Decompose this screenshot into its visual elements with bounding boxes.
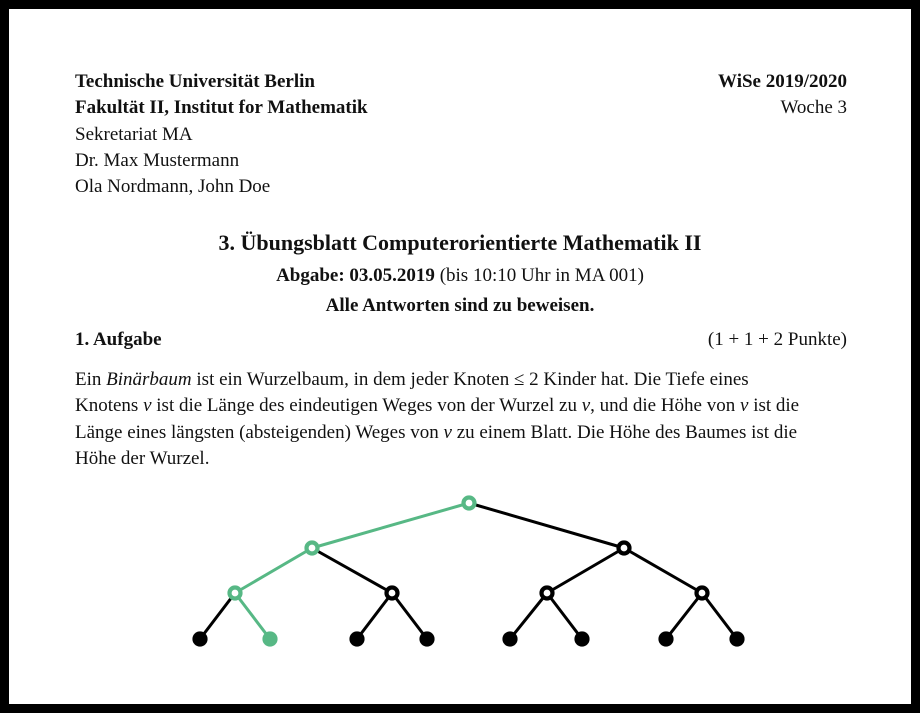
tree-edge-n21-l6 [547, 593, 582, 639]
tree-node-n2 [619, 543, 630, 554]
tree-edge-n11-l2 [235, 593, 270, 639]
tree-node-l8 [729, 631, 744, 646]
tree-edge-n22-l8 [702, 593, 737, 639]
tree-node-n11 [230, 588, 241, 599]
task-header-row [75, 329, 847, 351]
tree-node-l6 [574, 631, 589, 646]
deadline-line [9, 265, 911, 287]
tree-node-l1 [192, 631, 207, 646]
text-segment: , und die Höhe von [590, 395, 740, 417]
task-description-line-0 [75, 367, 799, 393]
tree-edge-n11-l1 [200, 593, 235, 639]
task-heading: 1. Aufgabe [75, 329, 162, 350]
tree-node-n21 [542, 588, 553, 599]
tree-edge-root-n1 [312, 503, 469, 548]
tree-node-l2 [262, 631, 277, 646]
text-segment: Höhe der Wurzel. [75, 447, 210, 469]
deadline-details: (bis 10:10 Uhr in MA 001) [434, 265, 644, 286]
tree-edge-n12-l3 [357, 593, 392, 639]
text-segment: ist die [748, 395, 800, 417]
italic-term: Binärbaum [106, 369, 192, 390]
tree-node-n1 [307, 543, 318, 554]
header-left-line-0: Technische Universität Berlin [75, 71, 315, 92]
tree-edge-n2-n21 [547, 548, 624, 593]
proof-note: Alle Antworten sind zu beweisen. [325, 295, 595, 316]
italic-term: v [581, 395, 591, 417]
tree-edge-n2-n22 [624, 548, 702, 593]
tree-node-n12 [387, 588, 398, 599]
tree-node-root [464, 498, 475, 509]
tree-node-l5 [502, 631, 517, 646]
task-description-line-3 [75, 446, 799, 472]
header-right-line-1: Woche 3 [780, 97, 847, 119]
tree-edge-n12-l4 [392, 593, 427, 639]
text-segment: Länge eines längsten (absteigenden) Weges von [75, 421, 444, 443]
header-left-line-1: Fakultät II, Institut for Mathematik [75, 97, 368, 119]
header-left-line-2: Sekretariat MA [75, 123, 193, 145]
header-left-line-3: Dr. Max Mustermann [75, 149, 240, 171]
task-description-line-1 [75, 393, 799, 419]
tree-edge-n1-n11 [235, 548, 312, 593]
tree-node-n22 [697, 588, 708, 599]
task-description-line-2 [75, 420, 799, 446]
tree-edge-n1-n12 [312, 548, 392, 593]
text-segment: ist ein Wurzelbaum, in dem jeder Knoten ≤ 2 Kinder hat. Die Tiefe eines [191, 369, 749, 390]
task-points: (1 + 1 + 2 Punkte) [707, 329, 847, 350]
header-right-line-0: WiSe 2019/2020 [718, 71, 847, 92]
italic-term: v [740, 395, 749, 417]
tree-node-l3 [349, 631, 364, 646]
header-semester-block [718, 69, 847, 122]
task-description [75, 367, 799, 472]
tree-node-l4 [419, 631, 434, 646]
text-segment: zu einem Blatt. Die Höhe des Baumes ist die [451, 421, 798, 443]
tree-edge-root-n2 [469, 503, 624, 548]
text-segment: Knotens [75, 395, 144, 417]
italic-term: v [443, 421, 452, 443]
deadline-date: Abgabe: 03.05.2019 [276, 265, 435, 286]
header-left-line-4: Ola Nordmann, John Doe [75, 176, 271, 198]
header-institution-block [75, 69, 368, 200]
text-segment: ist die Länge des eindeutigen Weges von der Wurzel zu [151, 395, 582, 417]
italic-term: v [143, 395, 152, 417]
text-segment: Ein [75, 369, 107, 390]
page-title: 3. Übungsblatt Computerorientierte Mathematik II [218, 230, 702, 255]
tree-node-l7 [658, 631, 673, 646]
tree-edge-n22-l7 [666, 593, 702, 639]
tree-edge-n21-l5 [510, 593, 547, 639]
